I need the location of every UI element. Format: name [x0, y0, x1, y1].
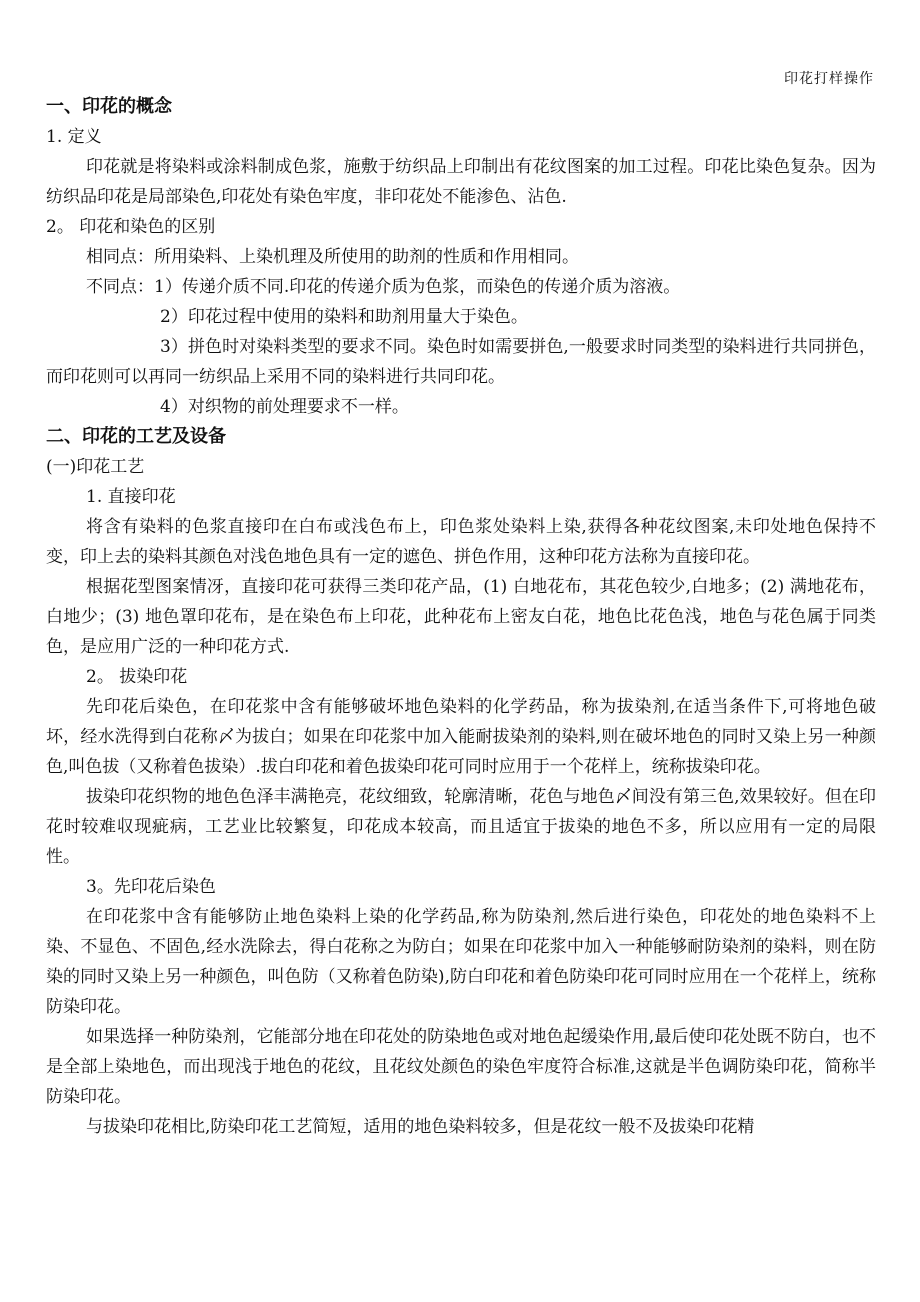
paragraph-direct-1: 将含有染料的色浆直接印在白布或浅色布上，印色浆处染料上染,获得各种花纹图案,未印处地色保持不变，印上去的染料其颜色对浅色地色具有一定的遮色、拼色作用，这种印花方法称为直接印花。: [46, 517, 876, 567]
item-resist-printing: 3。先印花后染色: [86, 877, 216, 897]
section-heading-2: 二、印花的工艺及设备: [46, 426, 226, 447]
diff-point-2: 2）印花过程中使用的染料和助剂用量大于染色。: [160, 307, 528, 327]
subheading-process: (一)印花工艺: [46, 457, 145, 477]
paragraph-definition: 印花就是将染料或涂料制成色浆，施敷于纺织品上印制出有花纹图案的加工过程。印花比染色复杂。因为纺织品印花是局部染色,印花处有染色牢度，非印花处不能渗色、沾色.: [46, 157, 876, 207]
diff-point-4: 4）对织物的前处理要求不一样。: [160, 397, 409, 417]
paragraph-resist-2: 如果选择一种防染剂，它能部分地在印花处的防染地色或对地色起缓染作用,最后使印花处既不防白，也不是全部上染地色，而出现浅于地色的花纹，且花纹处颜色的染色牢度符合标准,这就是半色调防染印花，简称半防染印花。: [46, 1027, 876, 1107]
same-points: 相同点：所用染料、上染机理及所使用的助剂的性质和作用相同。: [86, 247, 579, 267]
document-body: [46, 92, 876, 1142]
item-discharge-printing: 2。 拔染印花: [86, 667, 188, 687]
subheading-difference: 2。 印花和染色的区别: [46, 217, 216, 237]
paragraph-resist-3: 与拔染印花相比,防染印花工艺简短，适用的地色染料较多，但是花纹一般不及拔染印花精: [86, 1117, 755, 1137]
diff-point-1: 不同点：1）传递介质不同.印花的传递介质为色浆，而染色的传递介质为溶液。: [86, 277, 681, 297]
paragraph-direct-2: 根据花型图案情冴，直接印花可获得三类印花产品，(1) 白地花布，其花色较少,白地多；(2) 满地花布，白地少；(3) 地色罩印花布，是在染色布上印花，此种花布上密友白花，地色比花色浅，地色与花色属于同类色，是应用广泛的一种印花方式.: [46, 577, 876, 657]
subheading-definition: 1. 定义: [46, 127, 102, 147]
section-heading-1: 一、印花的概念: [46, 96, 172, 117]
running-header: 印花打样操作: [784, 71, 874, 87]
paragraph-discharge-1: 先印花后染色，在印花浆中含有能够破坏地色染料的化学药品，称为拔染剂,在适当条件下,可将地色破坏，经水洗得到白花称〆为拔白；如果在印花浆中加入能耐拔染剂的染料,则在破坏地色的同时又染上另一种颜色,叫色拔（又称着色拔染）.拔白印花和着色拔染印花可同时应用于一个花样上，统称拔染印花。: [46, 697, 876, 777]
diff-point-3: 3）拼色时对染料类型的要求不同。染色时如需要拼色,一般要求时同类型的染料进行共同拼色，而印花则可以再同一纺织品上采用不同的染料进行共同印花。: [46, 337, 876, 387]
paragraph-discharge-2: 拔染印花织物的地色色泽丰满艳亮，花纹细致，轮廓清晰，花色与地色〆间没有第三色,效果较好。但在印花时较难収现疵病，工艺业比较繁复，印花成本较高，而且适宜于拔染的地色不多，所以应用有一定的局限性。: [46, 787, 876, 867]
item-direct-printing: 1. 直接印花: [86, 487, 176, 507]
paragraph-resist-1: 在印花浆中含有能够防止地色染料上染的化学药品,称为防染剂,然后进行染色，印花处的地色染料不上染、不显色、不固色,经水洗除去，得白花称之为防白；如果在印花浆中加入一种能够耐防染剂的染料，则在防染的同时又染上另一种颜色，叫色防（又称着色防染),防白印花和着色防染印花可同时应用在一个花样上，统称防染印花。: [46, 907, 876, 1017]
